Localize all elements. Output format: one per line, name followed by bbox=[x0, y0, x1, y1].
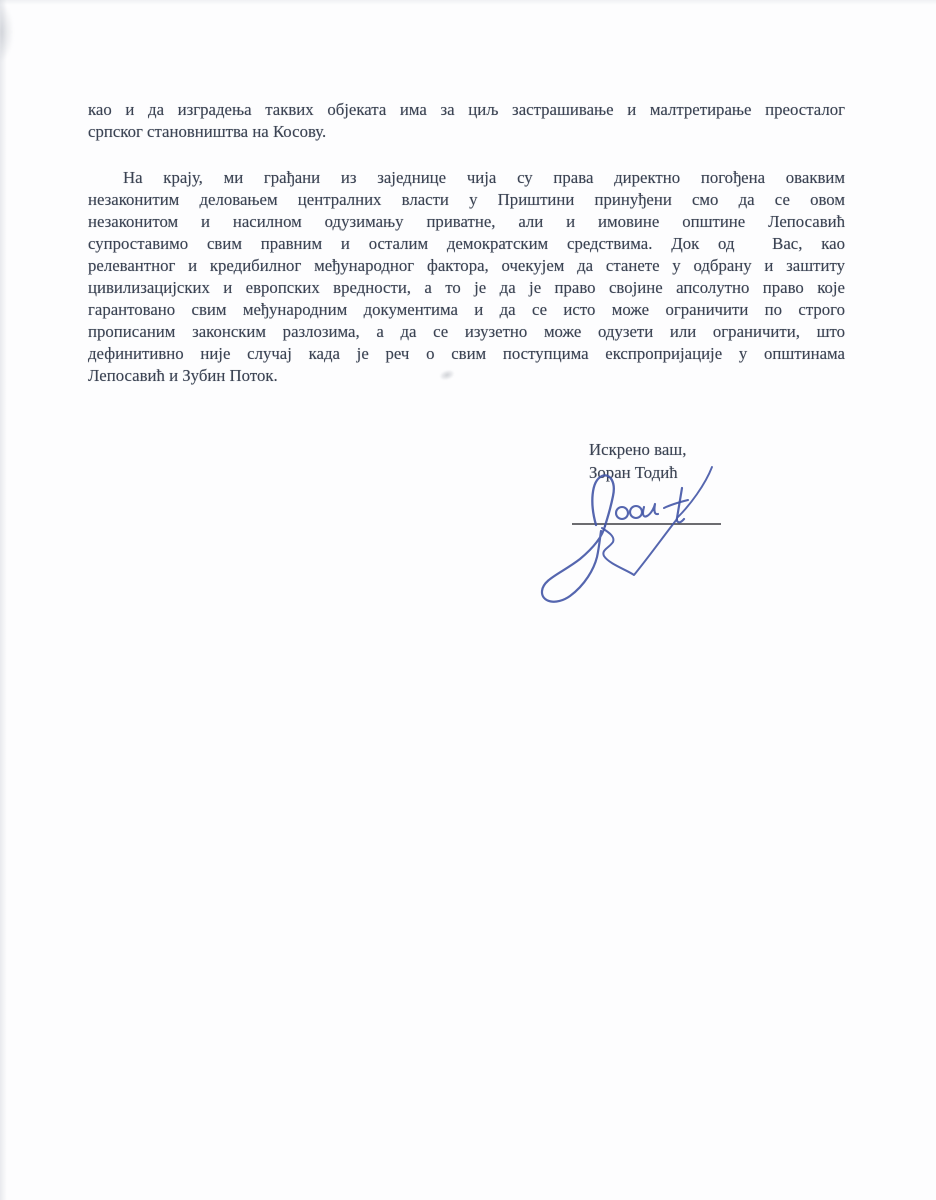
signature-stroke bbox=[678, 467, 712, 517]
closing-salutation: Искрено ваш, bbox=[589, 440, 687, 459]
text-line: дефинитивно није случај када је реч о свим поступцима експропријације у општинама bbox=[88, 344, 845, 363]
text-line: На крају, ми грађани из заједнице чија су права директно погођена оваквим bbox=[123, 168, 845, 187]
text-line: незаконитим деловањем централних власти у Приштини принуђени смо да се овом bbox=[88, 190, 845, 209]
closing-name: Зоран Тодић bbox=[589, 463, 678, 482]
text-line: незаконитом и насилном одузимању приватне, али и имовине општине Лепосавић bbox=[88, 212, 845, 231]
signature-stroke bbox=[542, 526, 605, 602]
scan-corner-smudge bbox=[0, 2, 14, 62]
paragraph-1 bbox=[88, 99, 845, 143]
signature-stroke bbox=[592, 475, 613, 526]
text-line: прописаним законским разлозима, а да се изузетно може одузети или ограничити, што bbox=[88, 322, 845, 341]
text-line: Лепосавић и Зубин Поток. bbox=[88, 366, 278, 385]
paragraph-2 bbox=[88, 167, 845, 387]
signature-area bbox=[530, 460, 750, 618]
text-line: гарантовано свим међународним документима и да се исто може ограничити по строго bbox=[88, 300, 845, 319]
signature-stroke bbox=[602, 519, 677, 575]
text-line: супроставимо свим правним и осталим демократским средствима. Док од Вас, као bbox=[88, 234, 845, 253]
signature-stroke bbox=[630, 506, 642, 518]
text-line: као и да изградења таквих објеката има за циљ застрашивање и малтретирање преосталог bbox=[88, 100, 845, 119]
letter-body bbox=[88, 99, 845, 387]
text-line: цивилизацијских и европских вредности, а то је да је право својине апсолутно право које bbox=[88, 278, 845, 297]
text-line: релевантног и кредибилног међународног фактора, очекујем да станете у одбрану и заштиту bbox=[88, 256, 845, 275]
signature-stroke bbox=[616, 507, 628, 519]
signature-image bbox=[530, 460, 750, 618]
signature-stroke bbox=[664, 500, 688, 508]
scan-edge-shadow-left bbox=[0, 0, 7, 1200]
text-line: српског становништва на Косову. bbox=[88, 122, 327, 141]
scan-edge-shadow-top bbox=[0, 0, 936, 5]
signature-stroke bbox=[643, 504, 658, 517]
